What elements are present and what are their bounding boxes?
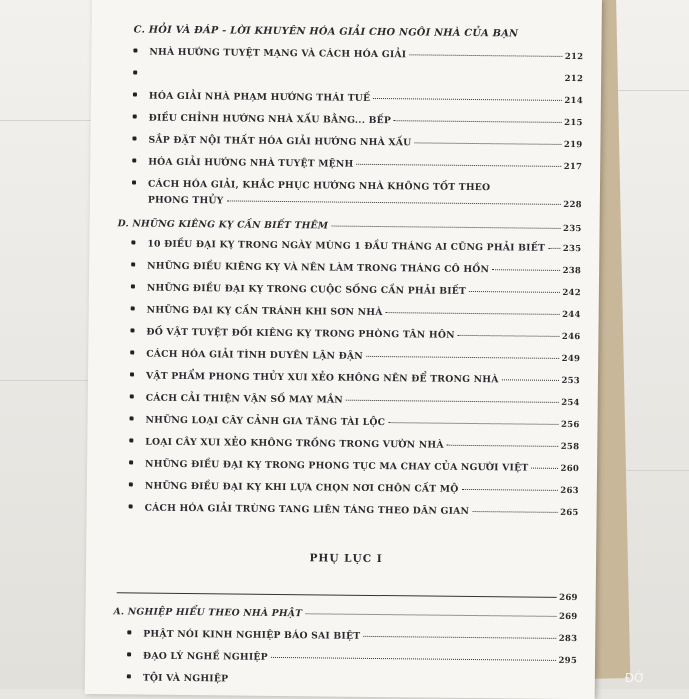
bullet-icon [130, 372, 134, 376]
toc-entry: CÁCH HÓA GIẢI TÌNH DUYÊN LẬN ĐẬN 249 [130, 348, 580, 364]
toc-entry: CÁCH HÓA GIẢI TRÙNG TANG LIÊN TÁNG THEO DÂN GIAN 265 [129, 502, 579, 518]
toc-entry: 10 ĐIỀU ĐẠI KỴ TRONG NGÀY MÙNG 1 ĐẦU THÁNG AI CŨNG PHẢI BIẾT 235 [131, 238, 581, 254]
bullet-icon [129, 504, 133, 508]
bullet-icon [133, 48, 137, 52]
toc-entry: NHỮNG ĐẠI KỴ CẦN TRÁNH KHI SƠN NHÀ 244 [131, 304, 581, 320]
toc-entry: SẮP ĐẶT NỘI THẤT HÓA GIẢI HƯỚNG NHÀ XẤU 219 [132, 134, 582, 150]
appendix-heading: PHỤ LỤC I [309, 552, 383, 566]
section-c-heading: C. HỎI VÀ ĐÁP - LỜI KHUYÊN HÓA GIẢI CHO NGÔI NHÀ CỦA BẠN [133, 24, 519, 40]
bullet-icon [133, 70, 137, 74]
bullet-icon [132, 136, 136, 140]
bullet-icon [130, 328, 134, 332]
toc-entry: ĐẠO LÝ NGHỀ NGHIỆP 295 [127, 650, 577, 666]
bullet-icon [131, 262, 135, 266]
toc-entry: 212 [133, 68, 583, 84]
toc-entry: HÓA GIẢI NHÀ PHẠM HƯỚNG THÁI TUẾ 214 [133, 90, 583, 106]
toc-entry: LOẠI CÂY XUI XẺO KHÔNG TRỒNG TRONG VƯỜN NHÀ 258 [129, 436, 579, 452]
toc-entry: NHỮNG ĐIỀU ĐẠI KỴ TRONG PHONG TỤC MA CHAY CỦA NGƯỜI VIỆT 260 [129, 458, 579, 474]
toc-entry: HÓA GIẢI HƯỚNG NHÀ TUYỆT MỆNH 217 [132, 156, 582, 172]
toc-entry: ĐIỀU CHỈNH HƯỚNG NHÀ XẤU BẰNG... BẾP 215 [133, 112, 583, 128]
bullet-icon [132, 158, 136, 162]
bullet-icon [132, 180, 136, 184]
toc-entry: ĐỒ VẬT TUYỆT ĐỐI KIÊNG KỴ TRONG PHÒNG TÂN HÔN 246 [130, 326, 580, 342]
section-d-heading: D. NHỮNG KIÊNG KỴ CẦN BIẾT THÊM 235 [117, 218, 582, 235]
toc-entry: CÁCH HÓA GIẢI, KHẮC PHỤC HƯỚNG NHÀ KHÔNG TỐT THEO [132, 178, 582, 194]
appendix-a-heading: A. NGHIỆP HIỂU THEO NHÀ PHẬT 269 [113, 606, 578, 623]
bullet-icon [131, 306, 135, 310]
toc-entry: NHỮNG ĐIỀU KIÊNG KỴ VÀ NÊN LÀM TRONG THÁNG CÔ HỒN 238 [131, 260, 581, 276]
toc-blank-line: 269 [114, 588, 578, 603]
bullet-icon [131, 284, 135, 288]
bullet-icon [129, 482, 133, 486]
bullet-icon [130, 394, 134, 398]
bullet-icon [133, 92, 137, 96]
book-page [85, 0, 602, 699]
bullet-icon [127, 674, 131, 678]
bullet-icon [133, 114, 137, 118]
toc-entry: NHÀ HƯỚNG TUYỆT MẠNG VÀ CÁCH HÓA GIẢI 212 [133, 46, 583, 62]
bullet-icon [129, 438, 133, 442]
toc-entry-continuation: PHONG THỦY 228 [147, 194, 582, 211]
bullet-icon [130, 350, 134, 354]
bullet-icon [127, 630, 131, 634]
toc-entry: NHỮNG LOẠI CÂY CẢNH GIA TĂNG TÀI LỘC 256 [129, 414, 579, 430]
toc-entry: TỘI VÀ NGHIỆP [127, 672, 577, 688]
bullet-icon [129, 460, 133, 464]
toc-entry: CÁCH CẢI THIỆN VẬN SỐ MAY MẮN 254 [130, 392, 580, 408]
toc-entry: VẬT PHẨM PHONG THỦY XUI XẺO KHÔNG NÊN ĐỂ TRONG NHÀ 253 [130, 370, 580, 386]
toc-entry: NHỮNG ĐIỀU ĐẠI KỴ KHI LỰA CHỌN NƠI CHÔN CẤT MỘ 263 [129, 480, 579, 496]
table-of-contents [105, 0, 592, 699]
watermark: ĐỜ [624, 671, 645, 685]
bullet-icon [131, 240, 135, 244]
bullet-icon [127, 652, 131, 656]
toc-entry: PHẬT NÓI KINH NGHIỆP BÁO SAI BIỆT 283 [127, 628, 577, 644]
bullet-icon [130, 416, 134, 420]
toc-entry: NHỮNG ĐIỀU ĐẠI KỴ TRONG CUỘC SỐNG CẦN PHẢI BIẾT 242 [131, 282, 581, 298]
